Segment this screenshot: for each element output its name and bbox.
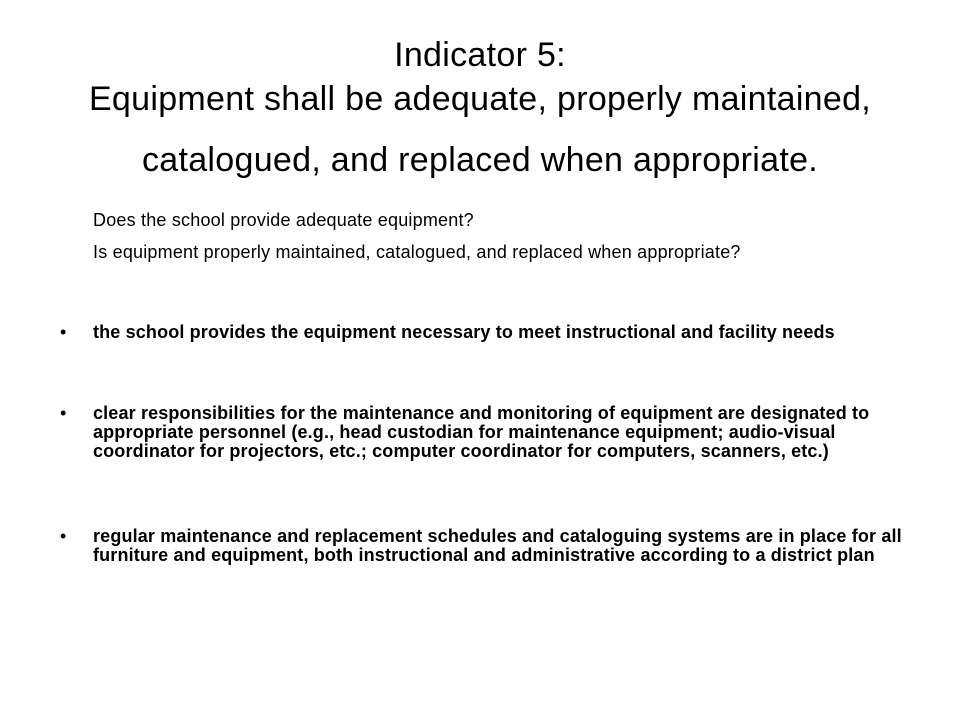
slide-title-line-1: Indicator 5: [394, 36, 566, 74]
bullet-dot-icon: • [60, 322, 67, 342]
slide-title-line-2: Equipment shall be adequate, properly maintained, [88, 80, 872, 118]
bullet-dot-icon: • [60, 403, 67, 423]
slide-title-line-3: catalogued, and replaced when appropriate. [141, 141, 819, 179]
bullet-dot-icon: • [60, 526, 67, 546]
question-adequate-equipment: Does the school provide adequate equipment? [93, 210, 474, 230]
bullet-text: clear responsibilities for the maintenance and monitoring of equipment are designated to appropriate personnel (e.g., head custodian for maintenance equipment; audio-visual coordinator for projectors, etc.; computer coordinator for computers, scanners, etc.) [93, 403, 870, 461]
bullet-text: regular maintenance and replacement schedules and cataloguing systems are in place for all furniture and equipment, both instructional and administrative according to a district plan [93, 526, 902, 565]
question-maintenance: Is equipment properly maintained, catalogued, and replaced when appropriate? [93, 242, 741, 262]
bullet-text: the school provides the equipment necessary to meet instructional and facility needs [93, 322, 835, 342]
